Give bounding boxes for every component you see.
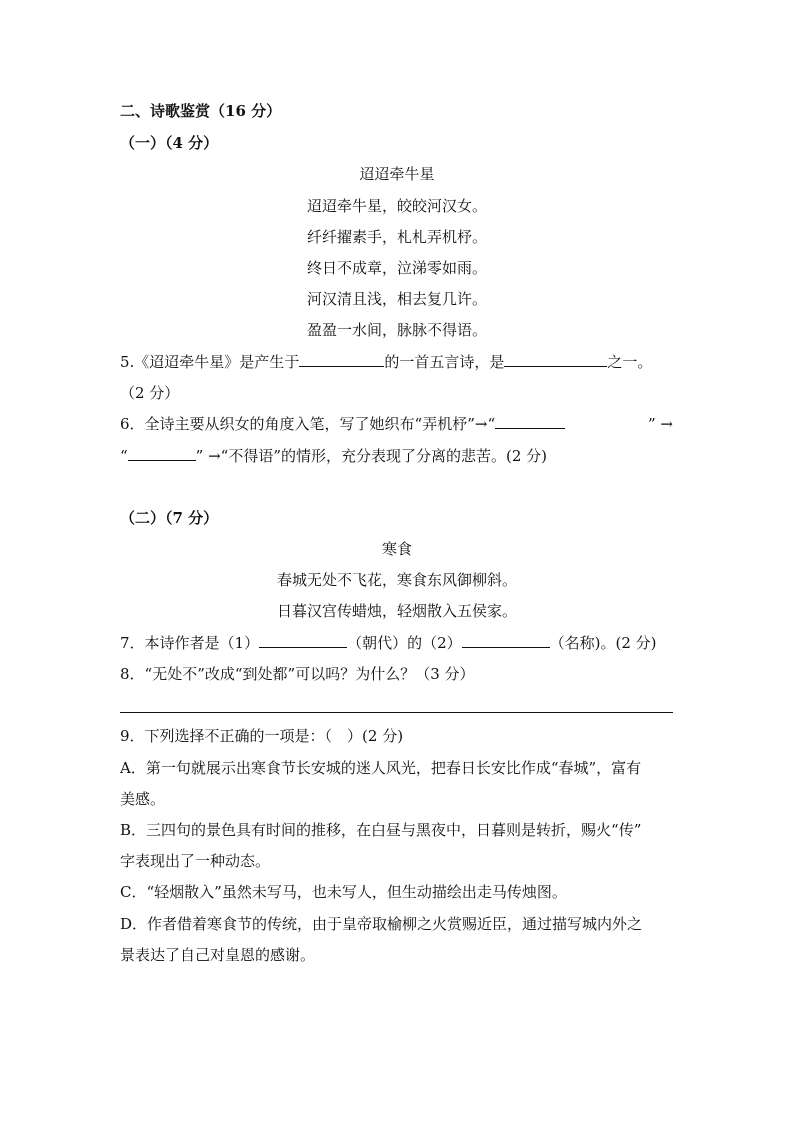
poem2-title: 寒食 <box>381 540 412 558</box>
question-8: 8．“无处不”改成“到处都”可以吗？为什么？（3 分） <box>120 665 475 683</box>
poem1-line: 纤纤擢素手，札札弄机杼。 <box>306 228 487 246</box>
question-6 <box>120 414 673 434</box>
option-b-cont: 字表现出了一种动态。 <box>120 852 271 870</box>
poem1-line: 盈盈一水间，脉脉不得语。 <box>306 321 487 339</box>
answer-blank[interactable] <box>504 352 607 367</box>
answer-blank[interactable] <box>495 414 565 429</box>
q6-text: “ <box>120 447 128 465</box>
q5-text: 的一首五言诗，是 <box>384 353 505 371</box>
poem1-line: 终日不成章，泣涕零如雨。 <box>306 259 487 277</box>
q5-score: （2 分） <box>120 384 180 402</box>
question-5 <box>120 352 652 372</box>
answer-line[interactable] <box>120 712 673 713</box>
q5-text: 5.《迢迢牵牛星》是产生于 <box>120 353 300 371</box>
poem1-line: 迢迢牵牛星，皎皎河汉女。 <box>306 197 487 215</box>
option-b: B．三四句的景色具有时间的推移，在白昼与黑夜中，日暮则是转折，赐火“传” <box>120 821 642 839</box>
part1-heading: （一）（4 分） <box>120 134 219 152</box>
option-d-cont: 景表达了自己对皇恩的感谢。 <box>120 946 316 964</box>
question-6-cont <box>120 446 547 466</box>
question-9: 9．下列选择不正确的一项是：（ ）(2 分) <box>120 727 404 745</box>
answer-blank[interactable] <box>462 633 550 648</box>
q7-text: （名称)。(2 分) <box>549 634 657 652</box>
q6-text: ” →“不得语”的情形，充分表现了分离的悲苦。(2 分) <box>195 447 548 465</box>
q5-text: 之一。 <box>607 353 653 371</box>
option-c: C．“轻烟散入”虽然未写马，也未写人，但生动描绘出走马传烛图。 <box>120 883 567 901</box>
q7-text: 7．本诗作者是（1） <box>120 634 260 652</box>
answer-blank[interactable] <box>299 352 384 367</box>
answer-blank[interactable] <box>259 633 347 648</box>
q6-text: ” → <box>647 415 673 433</box>
q7-text: （朝代）的（2） <box>347 634 462 652</box>
q6-text: 6．全诗主要从织女的角度入笔，写了她织布“弄机杼”→“ <box>120 415 496 433</box>
option-d: D．作者借着寒食节的传统，由于皇帝取榆柳之火赏赐近臣，通过描写城内外之 <box>120 915 643 933</box>
option-a: A．第一句就展示出寒食节长安城的迷人风光，把春日长安比作成“春城”，富有 <box>120 759 642 777</box>
poem2-line: 日暮汉宫传蜡烛，轻烟散入五侯家。 <box>276 602 517 620</box>
answer-blank[interactable] <box>128 446 196 461</box>
poem1-title: 迢迢牵牛星 <box>359 165 435 183</box>
poem1-line: 河汉清且浅，相去复几许。 <box>306 290 487 308</box>
question-7 <box>120 633 657 653</box>
poem2-line: 春城无处不飞花，寒食东风御柳斜。 <box>276 571 517 589</box>
part2-heading: （二）（7 分） <box>120 509 219 527</box>
section-title: 二、诗歌鉴赏（16 分） <box>120 102 282 120</box>
option-a-cont: 美感。 <box>120 790 166 808</box>
